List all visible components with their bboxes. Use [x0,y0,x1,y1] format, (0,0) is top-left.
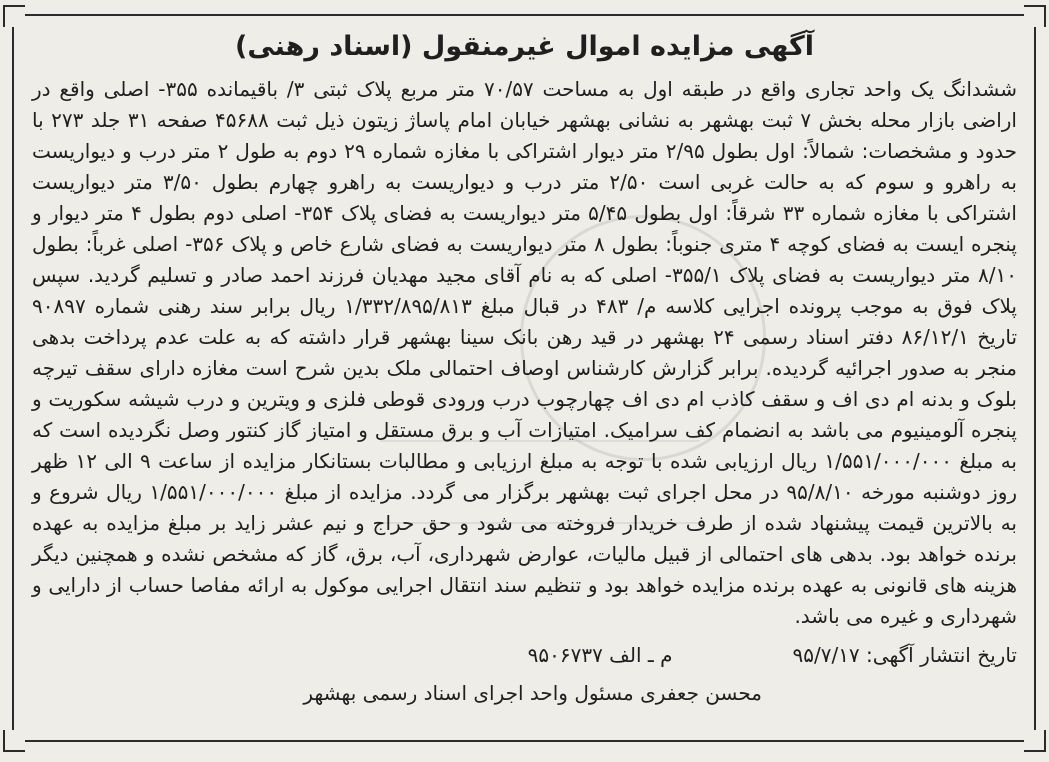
reference-code: م ـ الف ۹۵۰۶۷۳۷ [527,643,673,667]
notice-content [32,28,1017,738]
frame-corner-bottom-left [3,730,25,752]
signature-line: محسن جعفری مسئول واحد اجرای اسناد رسمی بهشهر [303,681,762,705]
publish-date-group [792,640,1017,670]
notice-title: آگهی مزایده اموال غیرمنقول (اسناد رهنی) [234,31,814,62]
frame-corner-top-left [3,5,25,27]
frame-corner-top-right [1024,5,1046,27]
frame-corner-bottom-right [1024,730,1046,752]
publish-date-label: تاریخ انتشار آگهی: [866,643,1017,667]
publish-info [32,640,1017,670]
notice-footer [32,640,1017,708]
notice-body: ششدانگ یک واحد تجاری واقع در طبقه اول به مساحت ۷۰/۵۷ متر مربع پلاک ثبتی ۳/ باقیمانده ۳۵۵- اصلی واقع در اراضی بازار محله بخش ۷ ثبت بهشهر به نشانی بهشهر خیابان امام پاساژ زیتون ذیل ثبت ۴۵۶۸۸ صفحه ۳۱ جلد ۲۷۳ با حدود و مشخصات: شمالاً: اول بطول ۲/۹۵ متر دیوار اشتراکی با مغازه شماره ۲۹ دوم به طول ۲ متر درب و دیواریست به راهرو و سوم که به حالت غربی است ۲/۵۰ متر درب و دیواریست به راهرو چهارم بطول ۳/۵۰ متر دیواریست اشتراکی با مغازه شماره ۳۳ شرقاً: اول بطول ۵/۴۵ متر دیواریست به فضای پلاک ۳۵۴- اصلی دوم بطول ۴ متر دیوار و پنجره ایست به فضای کوچه ۴ متری جنوباً: بطول ۸ متر دیواریست به فضای شارع خاص و پلاک ۳۵۶- اصلی غرباً: بطول ۸/۱۰ متر دیواریست به فضای پلاک ۳۵۵/۱- اصلی که به نام آقای مجید مهدیان فرزند احمد صادر و تسلیم گردید. سپس پلاک فوق به موجب پرونده اجرایی کلاسه م/ ۴۸۳ در قبال مبلغ ۱/۳۳۲/۸۹۵/۸۱۳ ریال برابر سند رهنی شماره ۹۰۸۹۷ تاریخ ۸۶/۱۲/۱ دفتر اسناد رسمی ۲۴ بهشهر در قید رهن بانک سینا بهشهر قرار داشته که به علت عدم پرداخت بدهی منجر به صدور اجرائیه گردیده. برابر گزارش کارشناس اوصاف احتمالی ملک بدین شرح است مغازه دارای سقف تیرچه بلوک و بدنه ام دی اف و سقف کاذب ام دی اف چهارچوب درب ورودی قوطی فلزی و ویترین و درب شیشه سکوریت و پنجره آلومینیوم می باشد به انضمام کف سرامیک. امتیازات آب و برق مستقل و امتیاز گاز کنتور وصل نگردیده است که به مبلغ ۱/۵۵۱/۰۰۰/۰۰۰ ریال ارزیابی شده با توجه به مبلغ ارزیابی و مطالبات بستانکار مزایده از ساعت ۹ الی ۱۲ ظهر روز دوشنبه مورخه ۹۵/۸/۱۰ در محل اجرای ثبت بهشهر برگزار می گردد. مزایده از مبلغ ۱/۵۵۱/۰۰۰/۰۰۰ ریال شروع و به بالاترین قیمت پیشنهاد شده از طرف خریدار فروخته می شود و حق حراج و نیم عشر زاید بر مبلغ مزایده به عهده برنده خواهد بود. بدهی های احتمالی از قبیل مالیات، عوارض شهرداری، آب، برق، گاز که مشخص نشده و همچنین دیگر هزینه های قانونی به عهده برنده مزایده خواهد بود و تنظیم سند انتقال اجرایی موکول به ارائه مفاصا حساب از دارایی و شهرداری و غیره می باشد. [32,77,1018,628]
publish-date: ۹۵/۷/۱۷ [792,643,860,667]
